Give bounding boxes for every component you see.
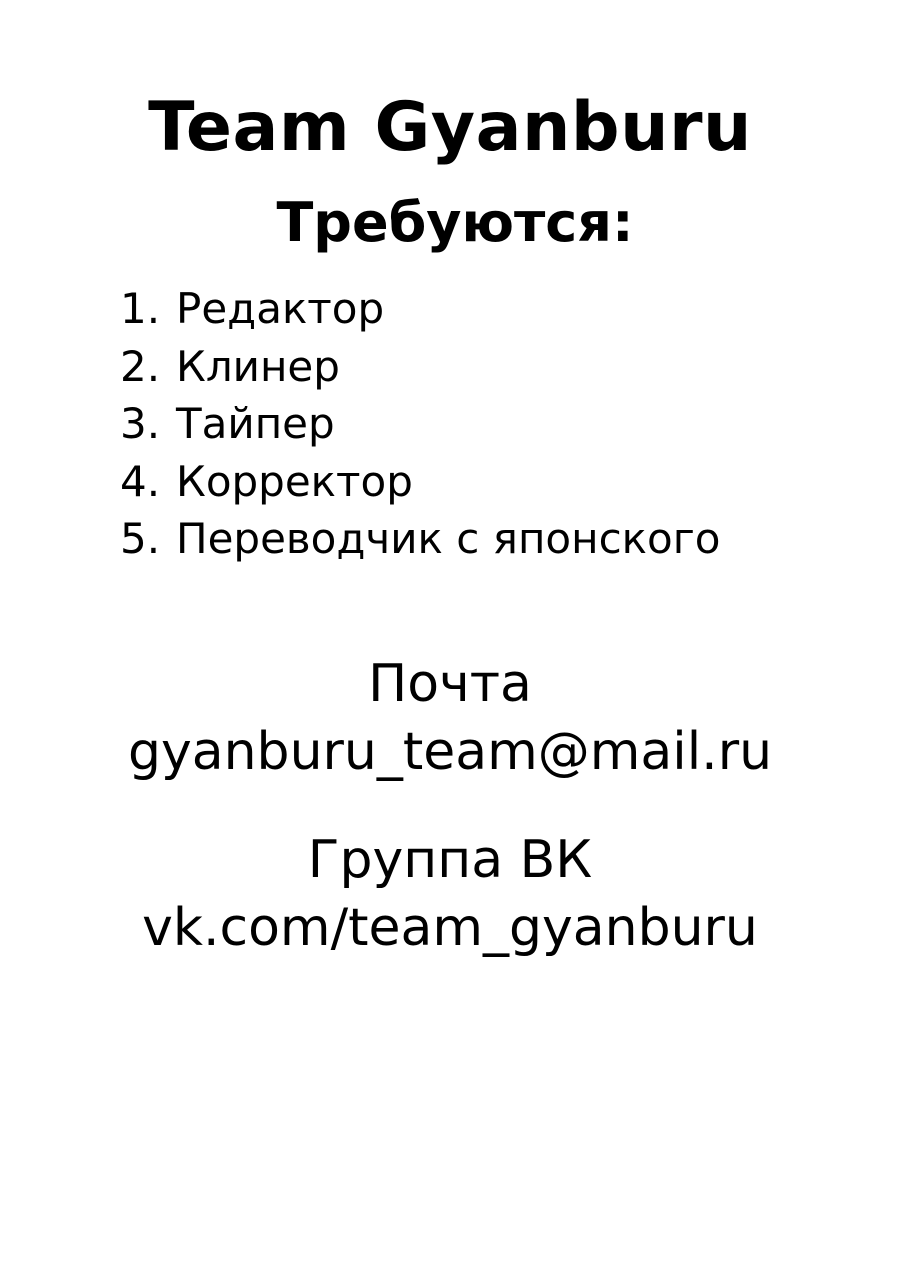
list-item-label: Корректор xyxy=(176,456,413,506)
email-contact xyxy=(0,650,900,786)
list-item-label: Переводчик с японского xyxy=(176,514,721,563)
list-item xyxy=(120,280,720,338)
team-title: Team Gyanburu xyxy=(148,88,752,167)
vk-group-label: Группа ВК xyxy=(307,830,593,890)
vk-group-link: vk.com/team_gyanburu xyxy=(142,898,758,958)
list-item-label: Тайпер xyxy=(176,399,335,448)
vk-group-contact xyxy=(0,826,900,962)
list-item xyxy=(120,510,720,568)
list-item-number: 1. xyxy=(120,284,161,333)
list-item xyxy=(120,338,720,396)
list-item xyxy=(120,453,720,511)
list-item-number: 2. xyxy=(120,341,161,391)
list-item-number: 3. xyxy=(120,399,161,448)
list-item-number: 4. xyxy=(120,456,161,506)
list-item xyxy=(120,395,720,453)
list-item-label: Клинер xyxy=(176,341,340,391)
email-label: Почта xyxy=(368,654,532,714)
roles-list xyxy=(120,280,720,568)
required-heading: Требуются: xyxy=(276,191,634,254)
list-item-label: Редактор xyxy=(176,284,385,333)
email-address: gyanburu_team@mail.ru xyxy=(127,722,773,782)
list-item-number: 5. xyxy=(120,514,161,563)
